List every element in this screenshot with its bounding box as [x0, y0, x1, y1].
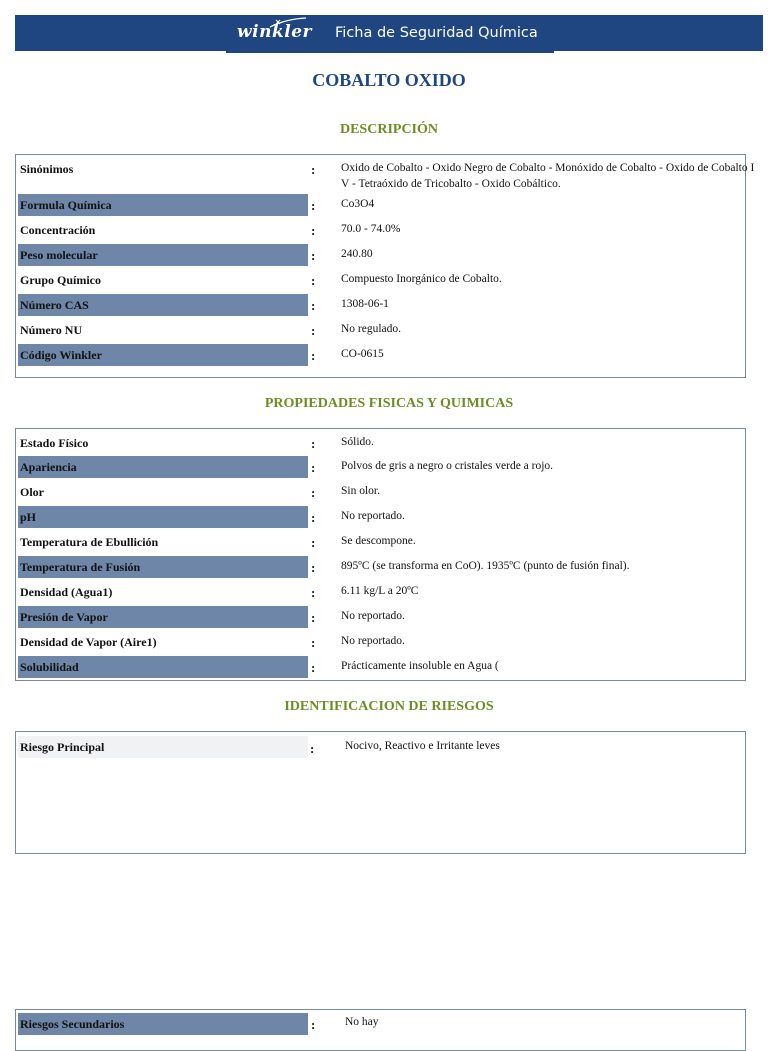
propiedades-table — [15, 428, 746, 681]
row-label: Solubilidad — [18, 656, 308, 678]
row-colon: : — [311, 635, 316, 650]
table-row — [16, 735, 745, 759]
row-colon: : — [311, 298, 316, 313]
row-colon: : — [311, 610, 316, 625]
riesgos-secundarios-table — [15, 1009, 746, 1051]
row-colon: : — [311, 1017, 316, 1032]
row-value: No regulado. — [341, 323, 402, 335]
row-label: Formula Química — [18, 194, 308, 216]
row-label: Sinónimos — [20, 162, 74, 176]
row-label: Grupo Químico — [20, 273, 102, 287]
descripcion-table — [15, 154, 755, 378]
table-row — [16, 480, 745, 504]
row-value: Prácticamente insoluble en Agua ( — [341, 660, 499, 672]
table-row — [16, 505, 745, 529]
section-title-descripcion: DESCRIPCIÓN — [339, 122, 438, 137]
row-colon: : — [311, 510, 316, 525]
table-row — [16, 218, 745, 242]
section-title-propiedades: PROPIEDADES FISICAS Y QUIMICAS — [264, 396, 514, 411]
row-value: No reportado. — [341, 610, 405, 622]
row-label: Estado Físico — [20, 436, 89, 450]
table-row — [16, 655, 745, 679]
row-label: Apariencia — [18, 456, 308, 478]
table-row — [16, 530, 745, 554]
table-row — [16, 455, 745, 479]
riesgos-table — [15, 731, 746, 854]
table-row — [16, 630, 745, 654]
row-label: Densidad de Vapor (Aire1) — [20, 635, 157, 649]
row-colon: : — [311, 162, 316, 177]
row-value: Co3O4 — [341, 198, 375, 210]
table-row — [16, 157, 755, 195]
table-row — [16, 293, 745, 317]
row-colon: : — [311, 535, 316, 550]
row-colon: : — [311, 198, 316, 213]
row-label: Riesgos Secundarios — [18, 1013, 308, 1035]
header-title: Ficha de Seguridad Química — [335, 25, 538, 41]
row-label: Presión de Vapor — [18, 606, 308, 628]
section-title-riesgos: IDENTIFICACION DE RIESGOS — [284, 699, 494, 714]
row-colon: : — [311, 436, 316, 451]
header-underline — [226, 51, 554, 53]
row-label: Número CAS — [18, 294, 308, 316]
logo-swoosh-icon — [268, 17, 308, 29]
row-value: Sin olor. — [341, 485, 380, 497]
row-value: Nocivo, Reactivo e Irritante leves — [345, 740, 500, 752]
row-colon: : — [311, 460, 316, 475]
row-value: Sólido. — [341, 436, 374, 448]
row-label: Temperatura de Fusión — [18, 556, 308, 578]
row-label: Olor — [20, 485, 44, 499]
row-value: CO-0615 — [341, 348, 384, 360]
table-row — [16, 1012, 745, 1036]
table-row — [16, 268, 745, 292]
row-colon: : — [311, 560, 316, 575]
table-row — [16, 605, 745, 629]
row-label: Código Winkler — [18, 344, 308, 366]
row-value: 240.80 — [341, 248, 373, 260]
row-colon: : — [311, 273, 316, 288]
row-label: Número NU — [20, 323, 83, 337]
row-colon: : — [311, 485, 316, 500]
table-row — [16, 193, 745, 217]
table-row — [16, 431, 745, 455]
row-colon: : — [311, 348, 316, 363]
row-value: Polvos de gris a negro o cristales verde a rojo. — [341, 460, 554, 472]
row-label: Peso molecular — [18, 244, 308, 266]
table-row — [16, 343, 745, 367]
row-value — [341, 160, 755, 192]
row-value: 1308-06-1 — [341, 298, 389, 310]
row-value: 6.11 kg/L a 20ºC — [341, 585, 419, 597]
row-value: No reportado. — [341, 510, 405, 522]
table-row — [16, 318, 745, 342]
row-colon: : — [311, 585, 316, 600]
row-label: Concentración — [20, 223, 96, 237]
row-colon: : — [311, 660, 316, 675]
row-colon: : — [311, 223, 316, 238]
document-title: COBALTO OXIDO — [312, 70, 466, 90]
row-colon: : — [311, 248, 316, 263]
table-row — [16, 243, 745, 267]
row-label: Temperatura de Ebullición — [20, 535, 159, 549]
row-value: 895ºC (se transforma en CoO). 1935ºC (punto de fusión final). — [341, 560, 630, 572]
synonyms-text: Oxido de Cobalto - Oxido Negro de Cobalto - Monóxido de Cobalto - Oxido de Cobalto IV - Tetraóxido de Tricobalto - Oxido Cobáltico. — [341, 162, 755, 190]
row-label: Riesgo Principal — [18, 736, 308, 758]
row-colon: : — [311, 323, 316, 338]
row-label: Densidad (Agua1) — [20, 585, 113, 599]
winkler-logo: winkler — [237, 22, 312, 42]
row-value: No hay — [345, 1016, 379, 1028]
row-value: Compuesto Inorgánico de Cobalto. — [341, 273, 502, 285]
row-value: Se descompone. — [341, 535, 416, 547]
table-row — [16, 555, 745, 579]
row-value: No reportado. — [341, 635, 405, 647]
row-value: 70.0 - 74.0% — [341, 223, 401, 235]
row-label: pH — [18, 506, 308, 528]
table-row — [16, 580, 745, 604]
row-colon: : — [310, 741, 315, 756]
